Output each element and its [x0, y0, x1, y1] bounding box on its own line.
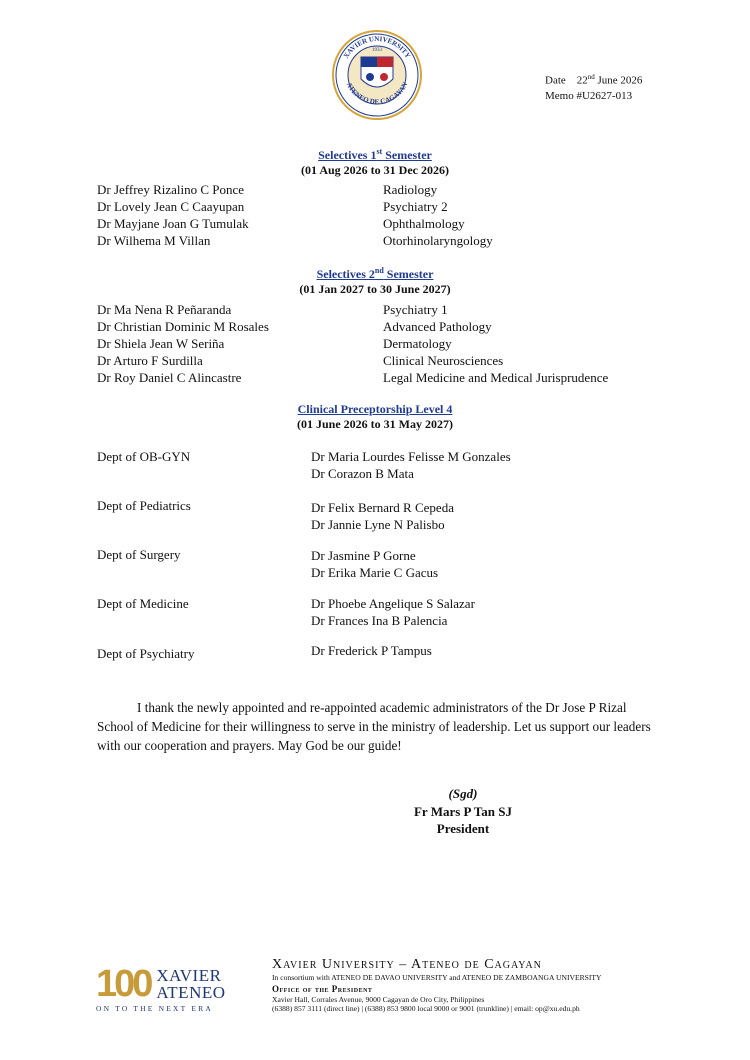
department-label: Dept of Pediatrics	[97, 498, 191, 513]
preceptor-name: Dr Corazon B Mata	[311, 466, 414, 481]
assignee-name: Dr Roy Daniel C Alincastre	[97, 370, 242, 385]
assignment-subject: Advanced Pathology	[383, 319, 492, 334]
preceptor-name: Dr Jannie Lyne N Palisbo	[311, 517, 445, 532]
title-suffix: Semester	[383, 267, 434, 281]
title-suffix: Semester	[382, 148, 432, 162]
logo-tagline: ON TO THE NEXT ERA	[96, 1004, 213, 1013]
title-sup: st	[376, 147, 383, 156]
assignee-name: Dr Shiela Jean W Seriña	[97, 336, 225, 351]
seal-text-bottom: ATENEO DE CAGAYAN	[344, 81, 410, 106]
selectives-second-title	[0, 263, 750, 282]
footer-consortium: In consortium with ATENEO DE DAVAO UNIVERSITY and ATENEO DE ZAMBOANGA UNIVERSITY	[272, 973, 602, 982]
date-suffix: nd	[587, 73, 595, 81]
department-label: Dept of Psychiatry	[97, 646, 195, 661]
assignee-name: Dr Mayjane Joan G Tumulak	[97, 216, 249, 231]
date-rest: June 2026	[597, 74, 643, 87]
date-line	[545, 70, 642, 89]
closing-paragraph: I thank the newly appointed and re-appointed academic administrators of the Dr Jose P Rizal School of Medicine for their willingness to serve in the ministry of leadership. Let us support our leaders with our cooperation and prayers. May God be our guide!	[97, 700, 651, 753]
signatory-name: Fr Mars P Tan SJ	[413, 804, 512, 819]
department-label: Dept of Surgery	[97, 547, 181, 562]
memo-meta	[545, 70, 642, 104]
title-sup: nd	[374, 266, 384, 275]
assignee-name: Dr Wilhema M Villan	[97, 233, 211, 248]
title-prefix: Selectives 1	[318, 148, 377, 162]
assignment-subject: Psychiatry 2	[383, 199, 448, 214]
seal-year: 1933	[372, 48, 382, 53]
preceptorship-period: (01 June 2026 to 31 May 2027)	[297, 417, 453, 431]
title-prefix: Selectives 2	[316, 267, 375, 281]
assignee-name: Dr Lovely Jean C Caayupan	[97, 199, 245, 214]
preceptorship-title: Clinical Preceptorship Level 4	[297, 402, 453, 416]
university-seal	[331, 29, 423, 121]
selectives-first-heading	[0, 144, 750, 178]
preceptor-name: Dr Erika Marie C Gacus	[311, 565, 439, 580]
date-label: Date	[545, 74, 566, 87]
date-day: 22	[576, 74, 588, 87]
memo-number: Memo #U2627-013	[545, 89, 633, 102]
assignment-subject: Otorhinolaryngology	[383, 233, 493, 248]
assignee-name: Dr Arturo F Surdilla	[97, 353, 203, 368]
assignment-subject: Radiology	[383, 182, 438, 197]
footer-phones-email: (6388) 857 3111 (direct line) | (6388) 853 9800 local 9000 or 9001 (trunkline) | email: op@xu.edu.ph	[272, 1004, 580, 1014]
assignment-subject: Ophthalmology	[383, 216, 465, 231]
logo-number: 100	[96, 963, 151, 1005]
preceptor-name: Dr Maria Lourdes Felisse M Gonzales	[311, 449, 511, 464]
assignment-subject: Dermatology	[383, 336, 452, 351]
preceptor-name: Dr Jasmine P Gorne	[311, 548, 416, 563]
footer-address: Xavier Hall, Corrales Avenue, 9000 Cagayan de Oro City, Philippines	[272, 994, 485, 1004]
preceptor-name: Dr Phoebe Angelique S Salazar	[311, 596, 475, 611]
logo-line2: ATENEO	[156, 983, 226, 1002]
selectives-first-title	[0, 144, 750, 163]
preceptor-name: Dr Felix Bernard R Cepeda	[311, 500, 454, 515]
seal-text-top: XAVIER UNIVERSITY	[342, 34, 412, 60]
footer-university: Xavier University – Ateneo de Cagayan	[272, 957, 542, 972]
assignee-name: Dr Jeffrey Rizalino C Ponce	[97, 182, 245, 197]
department-label: Dept of OB-GYN	[97, 449, 191, 464]
preceptor-name: Dr Frederick P Tampus	[311, 643, 432, 658]
centennial-logo	[96, 963, 226, 1013]
preceptor-name: Dr Frances Ina B Palencia	[311, 613, 448, 628]
signatory-title: President	[436, 821, 490, 836]
logo-line1: XAVIER	[156, 966, 222, 985]
assignment-subject: Legal Medicine and Medical Jurisprudence	[383, 370, 609, 385]
footer-contact	[272, 957, 602, 1014]
selectives-second-heading	[0, 263, 750, 297]
assignee-name: Dr Ma Nena R Peñaranda	[97, 302, 232, 317]
assignee-name: Dr Christian Dominic M Rosales	[97, 319, 269, 334]
assignment-subject: Psychiatry 1	[383, 302, 448, 317]
selectives-first-period: (01 Aug 2026 to 31 Dec 2026)	[301, 163, 449, 177]
signature-sgd: (Sgd)	[448, 786, 478, 801]
preceptorship-heading	[0, 402, 750, 432]
selectives-second-period: (01 Jan 2027 to 30 June 2027)	[299, 282, 451, 296]
department-label: Dept of Medicine	[97, 596, 189, 611]
assignment-subject: Clinical Neurosciences	[383, 353, 504, 368]
footer-office: Office of the President	[272, 983, 373, 994]
